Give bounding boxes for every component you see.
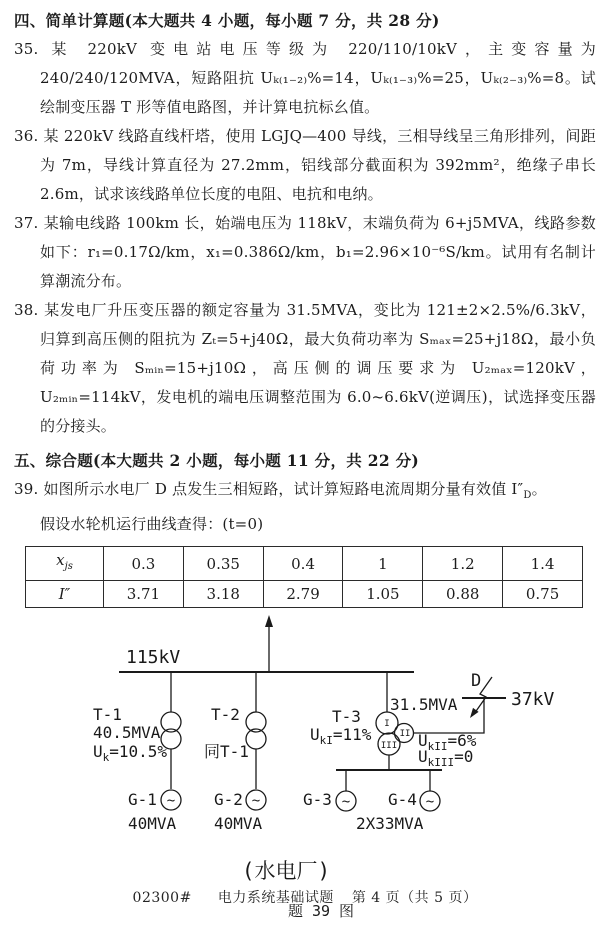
g1-capacity-label: 40MVA <box>128 814 177 833</box>
t1-capacity-label: 40.5MVA <box>93 723 161 742</box>
question-39-symbol-subscript: D <box>523 490 532 501</box>
svg-text:~: ~ <box>341 794 351 810</box>
t3-winding3-label: III <box>380 741 398 751</box>
question-38-number: 38. <box>14 301 39 319</box>
table-cell: 1.4 <box>503 547 583 581</box>
g4-name-label: G-4 <box>388 790 417 809</box>
footer-exam-code: 02300# <box>132 890 192 906</box>
generator-g3-symbol <box>336 791 356 811</box>
g34-capacity-label: 2X33MVA <box>356 814 424 833</box>
fault-point-label: D <box>471 671 482 691</box>
transformer-t2-symbol <box>246 672 266 789</box>
question-39-text-end: 。 <box>531 480 547 498</box>
table-cell: 2.79 <box>263 581 343 608</box>
g2-capacity-label: 40MVA <box>214 814 263 833</box>
question-39-number: 39. <box>14 480 39 498</box>
question-39 <box>14 475 596 510</box>
table-row-xjs <box>26 547 583 581</box>
question-39-lookup-table <box>25 546 583 608</box>
transformer-t1-symbol <box>161 672 181 789</box>
question-37-number: 37. <box>14 214 39 232</box>
transformer-t3-symbol <box>376 672 414 770</box>
t2-name-label: T-2 <box>211 705 240 724</box>
table-row-current <box>26 581 583 608</box>
svg-text:~: ~ <box>425 794 435 810</box>
section-4-heading: 四、简单计算题(本大题共 4 小题，每小题 7 分，共 28 分) <box>14 11 440 30</box>
t3-uk3-label: $U_{kIII}=0$ <box>418 747 474 769</box>
section-5-heading: 五、综合题(本大题共 2 小题，每小题 11 分，共 22 分) <box>14 451 420 470</box>
t3-winding2-label: II <box>399 729 411 739</box>
question-36-text: 某 220kV 线路直线杆塔，使用 LGJQ—400 导线，三相导线呈三角形排列，间距为 7m，导线计算直径为 27.2mm，铝线部分截面积为 392mm²，绝缘子串长 2.6m，试求该线路单位长度的电阻、电抗和电纳。 <box>40 127 596 203</box>
table-cell: 0.3 <box>104 547 184 581</box>
table-header-xjs: $x_{js}$ <box>26 547 104 581</box>
footer-page-number: 第 4 页（共 5 页） <box>351 890 478 906</box>
generator-g2-symbol <box>246 790 266 810</box>
g3-name-label: G-3 <box>303 790 332 809</box>
generator-g1-symbol <box>161 790 181 810</box>
g2-name-label: G-2 <box>214 790 243 809</box>
t3-uk1-label: $U_{kI}=11\%$ <box>310 725 372 747</box>
table-cell: 0.75 <box>503 581 583 608</box>
question-35 <box>14 35 596 122</box>
question-35-number: 35. <box>14 40 39 58</box>
table-cell: 0.4 <box>263 547 343 581</box>
plant-label: (水电厂) <box>241 859 331 883</box>
svg-text:~: ~ <box>251 793 261 809</box>
question-35-text: 某 220kV 变电站电压等级为 220/110/10kV，主变容量为 240/240/120MVA，短路阻抗 Uₖ₍₁₋₂₎%=14，Uₖ₍₁₋₃₎%=25，Uₖ₍₂₋₃₎%=8。试绘制变压器 T 形等值电路图，并计算电抗标幺值。 <box>40 40 596 116</box>
table-cell: 3.71 <box>104 581 184 608</box>
g1-name-label: G-1 <box>128 790 157 809</box>
footer-exam-title: 电力系统基础试题 <box>217 890 334 906</box>
oneline-diagram <box>14 610 610 928</box>
question-37 <box>14 209 596 296</box>
t3-name-label: T-3 <box>332 707 361 726</box>
t1-name-label: T-1 <box>93 705 122 724</box>
t3-uk2-label: $U_{kII}=6\%$ <box>418 731 477 753</box>
bus-115kv-label: 115kV <box>126 647 181 668</box>
question-39-assumption: 假设水轮机运行曲线查得：(t=0) <box>40 515 264 533</box>
table-cell: 3.18 <box>183 581 263 608</box>
table-cell: 1.2 <box>423 547 503 581</box>
question-38-text: 某发电厂升压变压器的额定容量为 31.5MVA，变比为 121±2×2.5%/6.3kV，归算到高压侧的阻抗为 Zₜ=5+j40Ω，最大负荷功率为 Sₘₐₓ=25+j18Ω，最小负荷功率为 Sₘᵢₙ=15+j10Ω，高压侧的调压要求为 U₂ₘₐₓ=120kV，U₂ₘᵢₙ=114kV，发电机的端电压调整范围为 6.0~6.6kV(逆调压)，试选择变压器的分接头。 <box>40 301 596 435</box>
table-cell: 1 <box>343 547 423 581</box>
t3-capacity-label: 31.5MVA <box>390 695 458 714</box>
page-footer <box>0 884 610 913</box>
svg-text:~: ~ <box>166 793 176 809</box>
question-39-text: 如图所示水电厂 D 点发生三相短路，试计算短路电流周期分量有效值 I″ <box>43 480 524 498</box>
generator-g4-symbol <box>420 791 440 811</box>
table-header-current: I″ <box>26 581 104 608</box>
table-cell: 0.88 <box>423 581 503 608</box>
table-cell: 1.05 <box>343 581 423 608</box>
question-38 <box>14 296 596 441</box>
t3-winding1-label: I <box>384 719 390 729</box>
table-cell: 0.35 <box>183 547 263 581</box>
t1-uk-label: $U_k=10.5\%$ <box>93 742 168 764</box>
figure-caption: 题 39 图 <box>287 902 355 920</box>
question-36-number: 36. <box>14 127 39 145</box>
system-arrow-icon <box>265 615 273 672</box>
t2-note-label: 同T-1 <box>204 742 249 761</box>
bus-37kv-label: 37kV <box>511 689 555 710</box>
question-36 <box>14 122 596 209</box>
question-37-text: 某输电线路 100km 长，始端电压为 118kV，末端负荷为 6+j5MVA，线路参数如下：r₁=0.17Ω/km，x₁=0.386Ω/km，b₁=2.96×10⁻⁶S/km。试用有名制计算潮流分布。 <box>40 214 596 290</box>
